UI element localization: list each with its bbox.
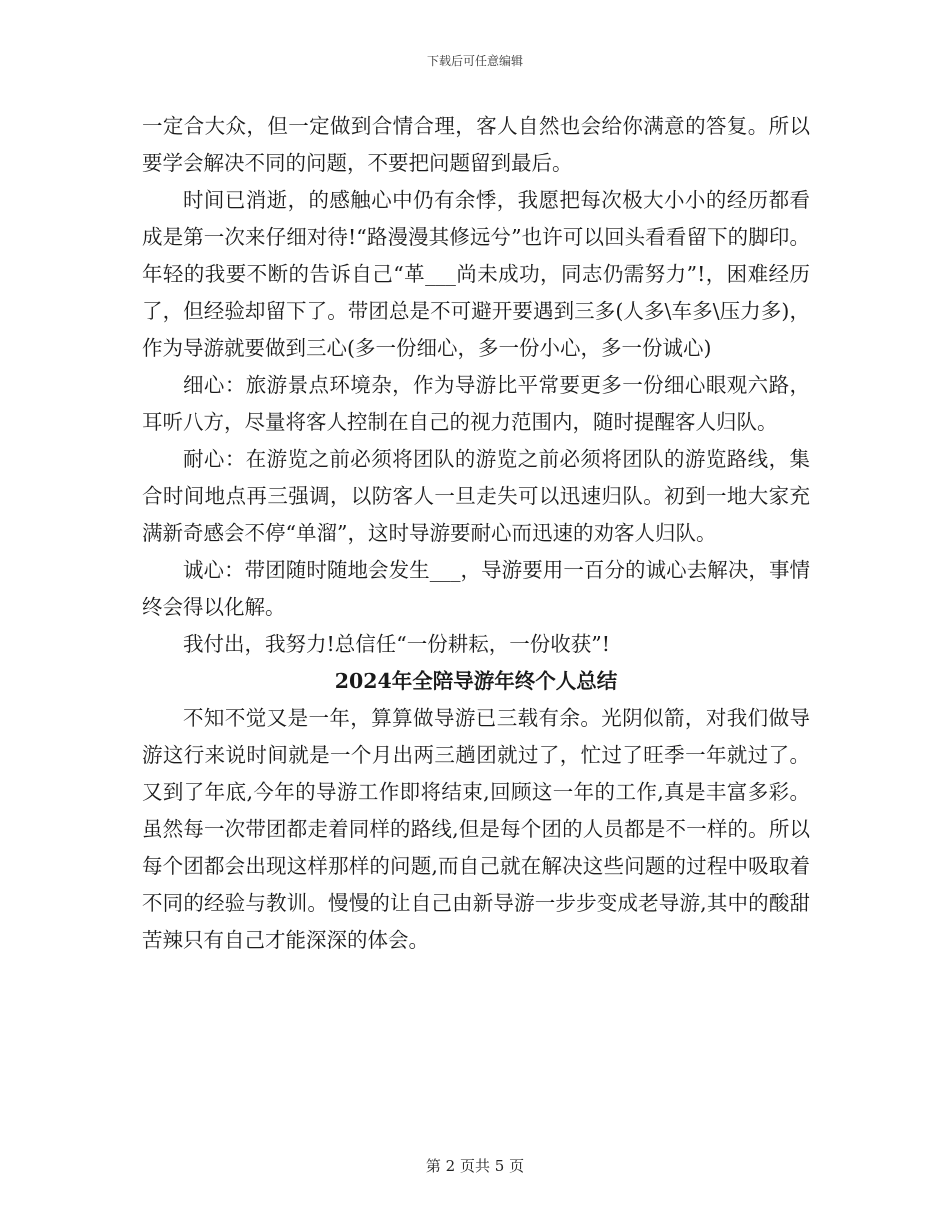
- paragraph-sincere-heart: 诚心：带团随时随地会发生___，导游要用一百分的诚心去解决，事情终会得以化解。: [142, 558, 810, 619]
- paragraph-careful-heart: 细心：旅游景点环境杂，作为导游比平常要更多一份细心眼观六路，耳听八方，尽量将客人控制在自己的视力范围内，随时提醒客人归队。: [142, 373, 810, 434]
- page-number: 第 2 页共 5 页: [425, 1157, 525, 1175]
- paragraph-patient-heart: 耐心：在游览之前必须将团队的游览之前必须将团队的游览路线，集合时间地点再三强调，以防客人一旦走失可以迅速归队。初到一地大家充满新奇感会不停“单溜”，这时导游要耐心而迅速的劝客人归队。: [142, 447, 810, 545]
- section-title: 2024年全陪导游年终个人总结: [334, 669, 618, 693]
- page-header: 下载后可任意编辑: [426, 54, 523, 68]
- document-body: [142, 108, 810, 959]
- paragraph-continued: 一定合大众，但一定做到合情合理，客人自然也会给你满意的答复。所以要学会解决不同的问题，不要把问题留到最后。: [142, 114, 810, 175]
- paragraph-time-reflection: 时间已消逝，的感触心中仍有余悸，我愿把每次极大小小的经历都看成是第一次来仔细对待!“路漫漫其修远兮”也许可以回头看看留下的脚印。年轻的我要不断的告诉自己“革___尚未成功，同志仍需努力”!，困难经历了，但经验却留下了。带团总是不可避开要遇到三多(人多\车多\压力多)，作为导游就要做到三心(多一份细心，多一份小心，多一份诚心): [142, 188, 810, 360]
- paragraph-closing-motto: 我付出，我努力!总信任“一份耕耘，一份收获”!: [183, 632, 610, 656]
- paragraph-summary-intro: 不知不觉又是一年，算算做导游已三载有余。光阴似箭，对我们做导游这行来说时间就是一个月出两三趟团就过了，忙过了旺季一年就过了。又到了年底,今年的导游工作即将结束,回顾这一年的工作,真是丰富多彩。虽然每一次带团都走着同样的路线,但是每个团的人员都是不一样的。所以每个团都会出现这样那样的问题,而自己就在解决这些问题的过程中吸取着不同的经验与教训。慢慢的让自己由新导游一步步变成老导游,其中的酸甜苦辣只有自己才能深深的体会。: [142, 706, 810, 952]
